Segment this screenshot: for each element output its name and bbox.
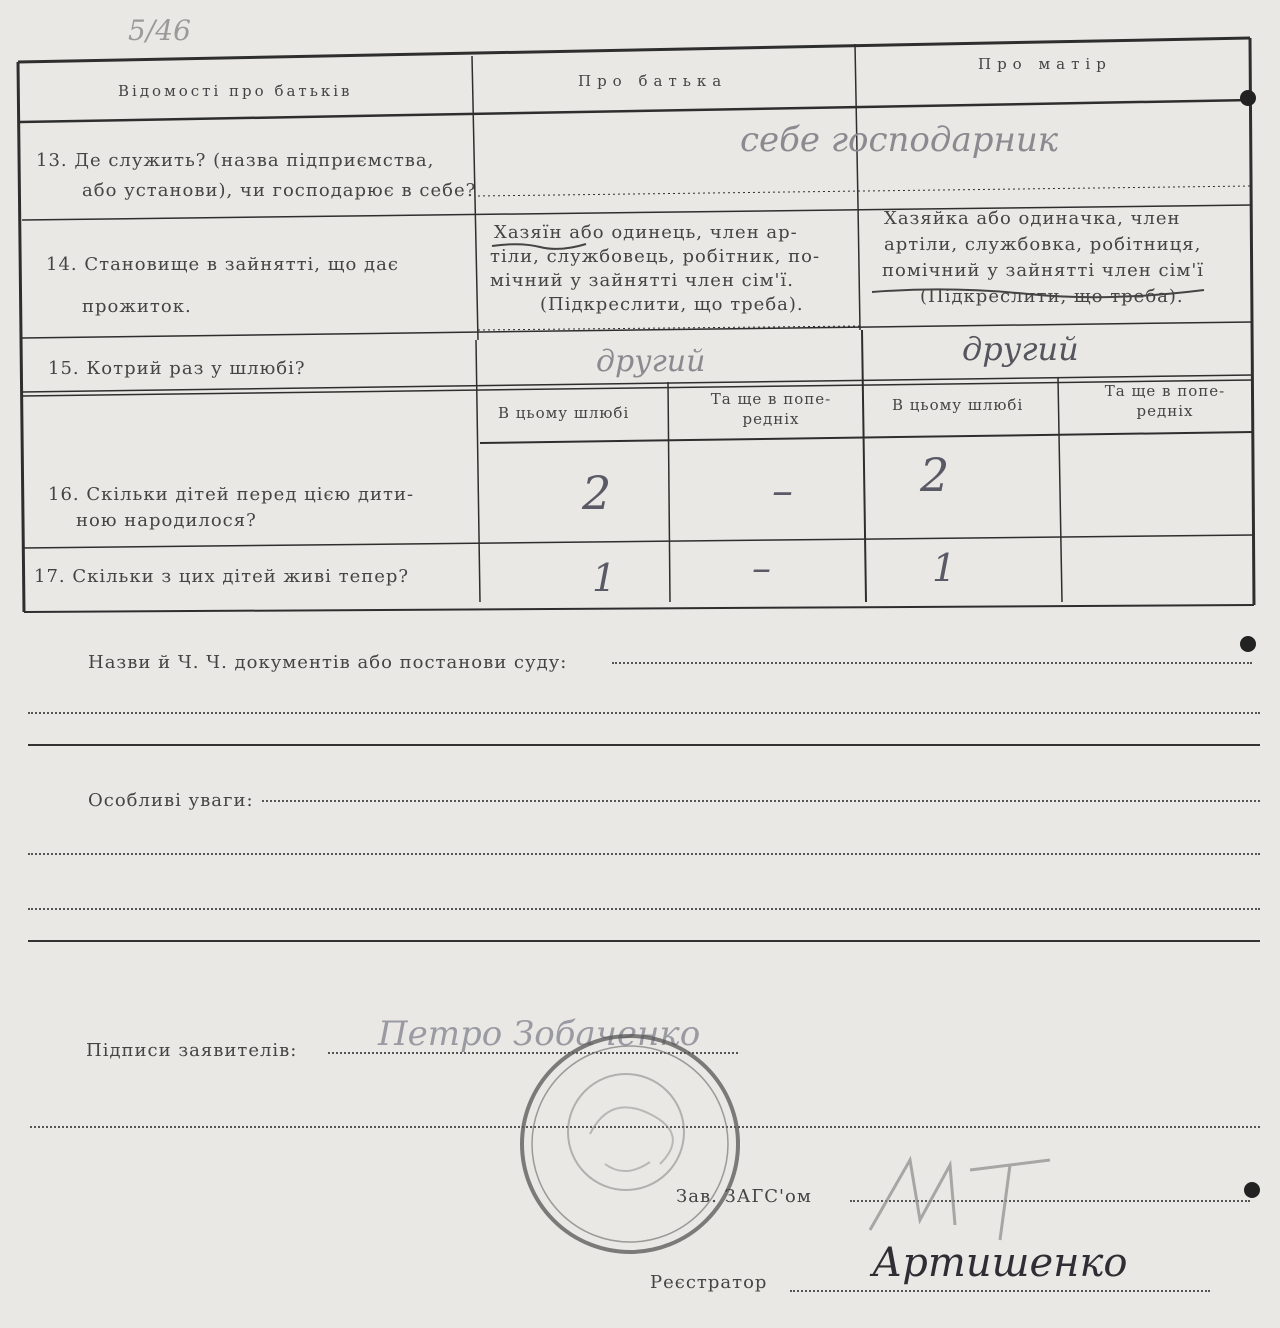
documents-line [612,662,1252,664]
official-stamp [510,1024,750,1264]
documents-line [28,712,1260,714]
row17-father-previous: – [752,546,771,590]
row16-father-this: 2 [582,466,612,520]
registrar-signature: Артишенко [872,1240,1128,1286]
subheader-father-this-marriage: В цьому шлюбі [498,404,630,422]
row16-question-line2: ною народилося? [76,510,257,531]
subheader-father-previous-line2: редніх [742,410,800,428]
section-divider [28,744,1260,746]
row14-question-line1: 14. Становище в зайнятті, що дає [46,254,399,275]
subheader-mother-previous-line1: Та ще в попе- [1104,382,1226,400]
row14-father-line1: Хазяїн або одинець, член ар- [494,222,798,243]
header-father: Про батька [578,72,728,90]
signatures-label: Підписи заявителів: [86,1040,298,1061]
section-divider [28,940,1260,942]
documents-label: Назви й Ч. Ч. документів або постанови суду: [88,652,568,673]
applicant-signature: Петро Зобаченко [378,1014,701,1054]
row15-question: 15. Котрий раз у шлюбі? [48,358,306,379]
row16-question-line1: 16. Скільки дітей перед цією дити- [48,484,415,505]
row17-question: 17. Скільки з цих дітей живі тепер? [34,566,410,587]
row16-father-previous: – [772,466,793,515]
header-mother: Про матір [978,55,1112,73]
registrar-label: Реєстратор [650,1272,768,1293]
row13-question-line2: або установи), чи господарює в себе? [82,180,477,201]
remarks-line [28,908,1260,910]
row16-mother-this: 2 [920,448,950,502]
row17-mother-this: 1 [932,546,957,590]
binding-hole [1240,90,1256,106]
row14-father-line3: мічний у зайнятті член сім'ї. [490,270,794,291]
row15-father-answer: другий [596,344,706,379]
underline-mark [490,240,590,254]
remarks-label: Особливі уваги: [88,790,254,811]
registrar-line [790,1290,1210,1292]
row15-mother-answer: другий [962,330,1079,368]
remarks-line [28,853,1260,855]
head-of-registry-label: Зав. ЗАГС'ом [676,1186,812,1207]
row14-question-line2: прожиток. [82,296,192,317]
row14-father-line4: (Підкреслити, що треба). [540,294,804,315]
head-signature [850,1140,1070,1250]
underline-mark [868,282,1208,302]
row14-father-line2: тіли, службовець, робітник, по- [490,246,821,267]
row14-mother-line4: (Підкреслити, що треба). [920,286,1184,307]
row14-mother-line1: Хазяйка або одиначка, член [884,208,1181,229]
subheader-father-previous-line1: Та ще в попе- [710,390,832,408]
subheader-mother-this-marriage: В цьому шлюбі [892,396,1024,414]
binding-hole [1240,636,1256,652]
row14-mother-line2: артіли, службовка, робітниця, [884,234,1202,255]
row14-mother-line3: помічний у зайнятті член сім'ї [882,260,1205,281]
page-number: 5/46 [128,14,191,47]
binding-hole [1244,1182,1260,1198]
header-info-column: Відомості про батьків [118,82,353,100]
row13-question-line1: 13. Де служить? (назва підприємства, [36,150,435,171]
row17-father-this: 1 [592,556,617,600]
subheader-mother-previous-line2: редніх [1136,402,1194,420]
remarks-line [262,800,1260,802]
row13-answer: себе господарник [740,120,1059,160]
